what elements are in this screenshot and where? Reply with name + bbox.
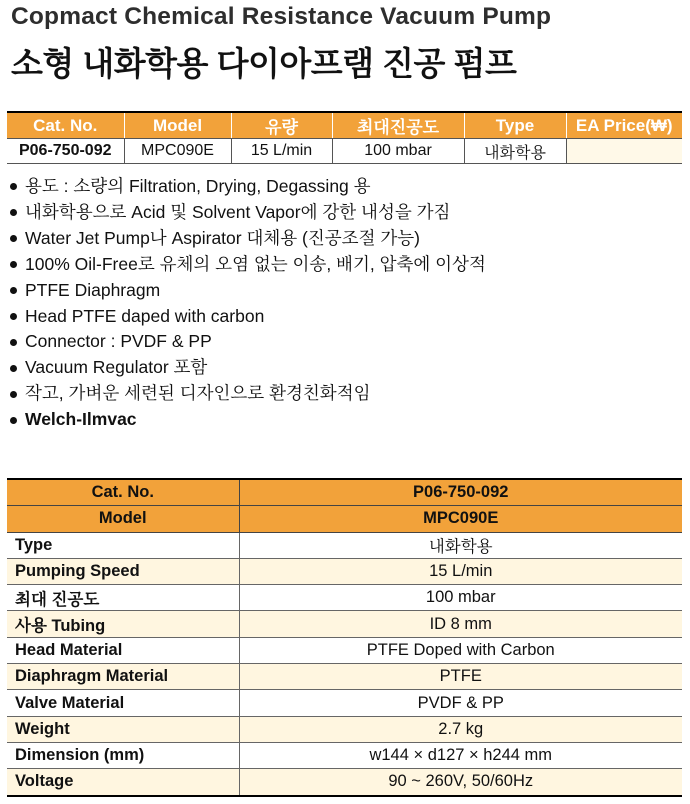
spec-row — [7, 637, 682, 663]
header-max-vacuum: 최대진공도 — [332, 112, 464, 139]
spec-row — [7, 716, 682, 742]
header-ea-price: EA Price(₩) — [566, 112, 682, 139]
feature-text: 100% Oil-Free로 유체의 오염 없는 이송, 배기, 압축에 이상적 — [25, 253, 486, 274]
feature-item — [9, 200, 486, 226]
spec-row — [7, 690, 682, 716]
feature-text: 용도 : 소량의 Filtration, Drying, Degassing 용 — [25, 176, 371, 196]
cell-type: 내화학용 — [464, 139, 566, 164]
bullet-icon — [10, 417, 17, 424]
header-cat-no: Cat. No. — [7, 112, 124, 139]
spec-label: Type — [7, 532, 239, 558]
page-title-korean: 소형 내화학용 다이아프램 진공 펌프 — [11, 45, 517, 82]
spec-value: P06-750-092 — [239, 479, 682, 506]
feature-item — [9, 278, 486, 304]
spec-value: 100 mbar — [239, 585, 682, 611]
spec-value: 15 L/min — [239, 558, 682, 584]
spec-value: 내화학용 — [239, 532, 682, 558]
page-title-english: Copmact Chemical Resistance Vacuum Pump — [11, 3, 552, 30]
bullet-icon — [10, 313, 17, 320]
feature-item — [9, 381, 486, 407]
spec-header-row — [7, 479, 682, 506]
feature-item — [9, 355, 486, 381]
header-type: Type — [464, 112, 566, 139]
spec-row — [7, 742, 682, 768]
bullet-icon — [10, 183, 17, 190]
spec-label: Model — [7, 506, 239, 532]
bullet-icon — [10, 235, 17, 242]
bullet-icon — [10, 391, 17, 398]
feature-item-brand — [9, 407, 486, 433]
spec-value: 90 ~ 260V, 50/60Hz — [239, 769, 682, 796]
spec-label: Dimension (mm) — [7, 742, 239, 768]
feature-item — [9, 304, 486, 330]
bullet-icon — [10, 261, 17, 268]
spec-value: PVDF & PP — [239, 690, 682, 716]
feature-text: Water Jet Pump나 Aspirator 대체용 (진공조절 가능) — [25, 227, 420, 248]
summary-table — [7, 111, 682, 164]
spec-row — [7, 664, 682, 690]
feature-text: 내화학용으로 Acid 및 Solvent Vapor에 강한 내성을 가짐 — [25, 201, 451, 222]
spec-value: w144 × d127 × h244 mm — [239, 742, 682, 768]
spec-label: Pumping Speed — [7, 558, 239, 584]
summary-data-row — [7, 139, 682, 164]
feature-text: PTFE Diaphragm — [25, 279, 161, 300]
spec-label: Diaphragm Material — [7, 664, 239, 690]
feature-text: Connector : PVDF & PP — [25, 331, 212, 352]
spec-label: 사용 Tubing — [7, 611, 239, 637]
feature-list — [9, 174, 486, 433]
spec-label: Weight — [7, 716, 239, 742]
bullet-icon — [10, 339, 17, 346]
feature-item — [9, 226, 486, 252]
feature-item — [9, 329, 486, 355]
spec-label: 최대 진공도 — [7, 585, 239, 611]
spec-label: Voltage — [7, 769, 239, 796]
feature-text: Vacuum Regulator 포함 — [25, 357, 208, 378]
feature-item — [9, 252, 486, 278]
cell-ea-price — [566, 139, 682, 164]
feature-text: 작고, 가벼운 세련된 디자인으로 환경친화적임 — [25, 383, 371, 404]
bullet-icon — [10, 209, 17, 216]
cell-model: MPC090E — [124, 139, 231, 164]
cell-max-vacuum: 100 mbar — [332, 139, 464, 164]
spec-label: Head Material — [7, 637, 239, 663]
bullet-icon — [10, 365, 17, 372]
bullet-icon — [10, 287, 17, 294]
cell-flow: 15 L/min — [231, 139, 332, 164]
feature-text: Welch-Ilmvac — [25, 409, 137, 430]
feature-text: Head PTFE daped with carbon — [25, 305, 265, 326]
spec-label: Valve Material — [7, 690, 239, 716]
spec-value: MPC090E — [239, 506, 682, 532]
spec-row — [7, 769, 682, 796]
feature-item — [9, 174, 486, 200]
header-flow: 유량 — [231, 112, 332, 139]
spec-label: Cat. No. — [7, 479, 239, 506]
spec-row — [7, 611, 682, 637]
spec-value: ID 8 mm — [239, 611, 682, 637]
spec-value: 2.7 kg — [239, 716, 682, 742]
spec-value: PTFE — [239, 664, 682, 690]
header-model: Model — [124, 112, 231, 139]
summary-header-row — [7, 112, 682, 139]
spec-row — [7, 558, 682, 584]
spec-value: PTFE Doped with Carbon — [239, 637, 682, 663]
cell-cat-no: P06-750-092 — [7, 139, 124, 164]
spec-header-row — [7, 506, 682, 532]
spec-row — [7, 532, 682, 558]
spec-row — [7, 585, 682, 611]
spec-table — [7, 478, 682, 797]
